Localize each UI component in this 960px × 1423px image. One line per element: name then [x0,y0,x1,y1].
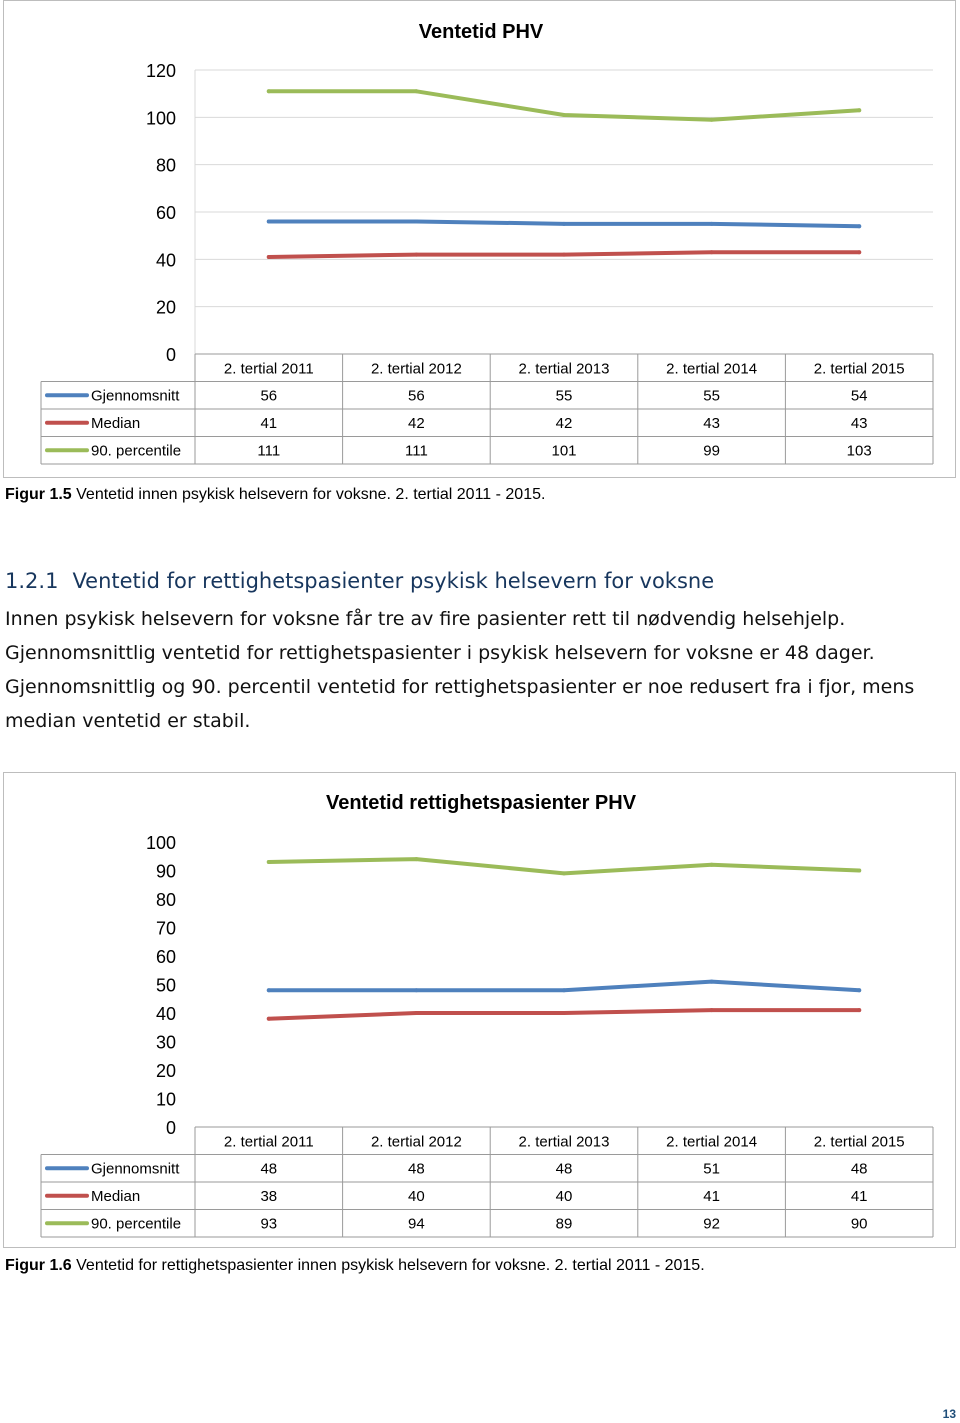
legend-label: Median [91,1187,141,1205]
data-value: 42 [408,414,425,432]
data-point [857,108,861,112]
y-tick-label: 30 [155,1032,176,1053]
category-label: 2. tertial 2012 [370,360,462,378]
data-point [857,988,861,992]
body-paragraph: Innen psykisk helsevern for voksne får tre av fire pasienter rett til nødvendig helsehjelp. Gjennomsnittlig ventetid for rettighetspasienter i psykisk helsevern for voksne er 48 dager. Gjennomsnittlig og 90. percentil ventetid for rettighetspasienter er noe redusert fra i fjor, mens median ventetid er stabil. [5,608,915,732]
data-value: 56 [408,387,425,405]
figure-label: Figur 1.6 [5,1257,72,1274]
data-point [414,1011,418,1015]
data-value: 41 [260,414,278,432]
data-value: 56 [260,387,278,405]
data-value: 40 [408,1187,425,1205]
data-value: 38 [260,1187,278,1205]
data-point [562,253,566,257]
data-point [267,1017,271,1021]
chart-wait-time-rights-patients-svg [4,773,957,1249]
data-point [414,219,418,223]
data-point [710,250,714,254]
data-value: 48 [260,1160,278,1178]
chart-title: Ventetid rettighetspasienter PHV [325,792,637,814]
legend-label: Gjennomsnitt [91,1160,180,1178]
figure-caption-text: Ventetid innen psykisk helsevern for voksne. 2. tertial 2011 - 2015. [71,486,546,503]
data-point [710,980,714,984]
data-value: 48 [408,1160,425,1178]
y-tick-label: 0 [165,1118,176,1138]
data-value: 101 [551,442,577,460]
data-point [710,863,714,867]
y-tick-label: 80 [155,890,176,910]
y-tick-label: 90 [155,861,176,882]
data-point [710,222,714,226]
chart-wait-time-phv [3,0,956,478]
data-value: 43 [703,414,720,432]
data-point [414,857,418,861]
data-value: 92 [703,1215,720,1233]
chart-wait-time-rights-patients [3,772,956,1248]
data-point [414,988,418,992]
data-value: 54 [850,387,868,405]
y-tick-label: 120 [145,61,176,81]
data-value: 55 [703,387,720,405]
y-tick-label: 10 [155,1089,176,1110]
data-value: 40 [555,1187,573,1205]
data-value: 103 [846,442,872,460]
data-point [267,988,271,992]
category-label: 2. tertial 2013 [518,360,610,378]
data-value: 55 [555,387,573,405]
legend-label: 90. percentile [91,1215,182,1233]
figure-caption-text: Ventetid for rettighetspasienter innen psykisk helsevern for voksne. 2. tertial 2011 - 2015. [71,1257,705,1274]
section-number: 1.2.1 [5,569,59,593]
y-tick-label: 70 [155,918,176,939]
y-tick-label: 50 [155,975,176,996]
data-point [857,869,861,873]
data-point [562,988,566,992]
data-point [562,113,566,117]
data-point [857,1008,861,1012]
data-point [267,860,271,864]
data-point [267,255,271,259]
y-tick-label: 100 [145,833,176,853]
y-tick-label: 20 [155,1061,176,1081]
data-value: 89 [555,1215,573,1233]
y-tick-label: 20 [155,297,176,318]
section-title: Ventetid for rettighetspasienter psykisk helsevern for voksne [72,569,715,593]
category-label: 2. tertial 2014 [666,1133,758,1151]
category-label: 2. tertial 2011 [223,360,314,378]
figure-caption-1-6 [5,1257,705,1275]
section-heading [5,569,728,593]
chart-wait-time-phv-svg [4,1,957,479]
data-point [710,1008,714,1012]
data-value: 93 [260,1215,278,1233]
data-point [857,250,861,254]
category-label: 2. tertial 2015 [813,1133,905,1151]
data-point [562,222,566,226]
page-number: 13 [942,1407,956,1421]
data-point [267,219,271,223]
chart-title: Ventetid PHV [418,21,544,43]
data-value: 43 [850,414,868,432]
category-label: 2. tertial 2015 [813,360,905,378]
y-tick-label: 0 [165,345,176,365]
data-value: 51 [703,1160,720,1178]
y-tick-label: 40 [155,1004,176,1024]
data-value: 48 [555,1160,573,1178]
category-label: 2. tertial 2011 [223,1133,314,1151]
data-value: 42 [555,414,573,432]
y-tick-label: 40 [155,250,176,271]
legend-label: Median [91,414,141,432]
category-label: 2. tertial 2012 [370,1133,462,1151]
figure-caption-1-5 [5,486,545,504]
y-tick-label: 80 [155,155,176,176]
y-tick-label: 60 [155,203,176,223]
data-point [710,118,714,122]
data-point [562,1011,566,1015]
data-value: 41 [703,1187,720,1205]
category-label: 2. tertial 2014 [666,360,758,378]
data-point [414,253,418,257]
data-value: 99 [703,442,720,460]
series-line [269,859,859,873]
figure-label: Figur 1.5 [5,486,72,503]
data-value: 111 [404,442,428,460]
data-point [414,89,418,93]
legend-label: 90. percentile [91,442,182,460]
legend-label: Gjennomsnitt [91,387,180,405]
data-value: 94 [408,1215,425,1233]
data-value: 90 [850,1215,868,1233]
y-tick-label: 60 [155,947,176,967]
data-point [267,89,271,93]
data-value: 41 [850,1187,868,1205]
data-point [562,871,566,875]
data-point [857,224,861,228]
data-value: 111 [257,442,281,460]
y-tick-label: 100 [145,108,176,129]
data-value: 48 [850,1160,868,1178]
category-label: 2. tertial 2013 [518,1133,610,1151]
